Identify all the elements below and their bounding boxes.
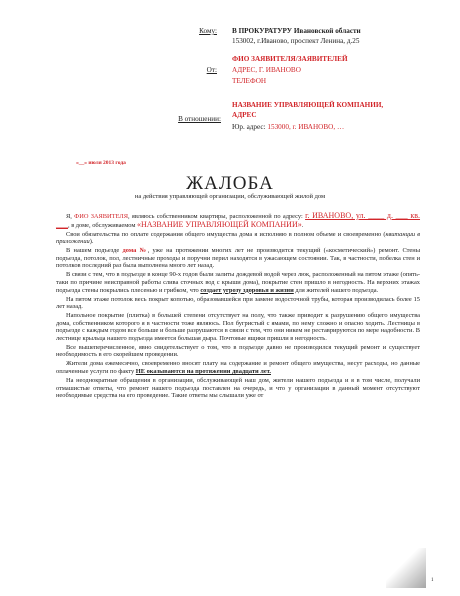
company-line-1: НАЗВАНИЕ УПРАВЛЯЮЩЕЙ КОМПАНИИ,: [232, 101, 384, 109]
sender-line-2: АДРЕС, Г. ИВАНОВО: [232, 66, 301, 74]
paragraph-7: Все вышеперечисленное, явно свидетельствует о том, что в подъезде давно не производился текущий ремонт и существует необходимость в его скорейшем проведении.: [56, 343, 420, 359]
page-curl-shadow: [386, 548, 426, 588]
about-label: В отношении:: [178, 115, 221, 123]
paragraph-6: Напольное покрытие (плитка) в большей степени отсутствует на полу, что также приводит к разрушению общего имущества дома, собственником которого я в частности тоже являюсь. Пол бугристый с ямами, по нему сложно и опасно ходить. Лестницы в подъезде с каждым годом все больше и больше разрушаются в связи с тем, что они никем не реставрируются по мере надобности. В лестнице крыльца нашего подъезда имеется большая дыра. Почтовые ящики пришли в негодность.: [56, 312, 420, 342]
recipient-line-2: 153002, г.Иваново, проспект Ленина, д.25: [232, 37, 360, 45]
paragraph-3: В нашем подъезде дома №, уже на протяжении многих лет не производится текущий («косметический») ремонт. Стены подъезда, потолок, пол, лестничные проходы и поручни перил находятся в ужасающем состоянии. Так, в частности, побелка стен и потолков последний раз была выполнена много лет назад.: [56, 247, 420, 270]
company-line-3: [232, 123, 344, 132]
sender-line-3: ТЕЛЕФОН: [232, 77, 267, 85]
complaint-body: [56, 212, 420, 401]
to-label: Кому:: [199, 27, 217, 35]
recipient-line-1: В ПРОКУРАТУРУ Ивановской области: [232, 27, 361, 35]
applicant-name: ФИО ЗАЯВИТЕЛЯ: [74, 213, 128, 220]
from-label: От:: [206, 66, 217, 74]
paragraph-2: Свои обязательства по оплате содержания общего имущества дома я исполняю в полном объеме и своевременно (квитанции в приложении).: [56, 230, 420, 246]
document-subtitle: на действия управляющей организации, обслуживающей жилой дом: [134, 193, 326, 200]
paragraph-8: Жители дома ежемесячно, своевременно вносят плату на содержание и ремонт общего имущества, несут расходы, но данные оплаченные услуги по факту НЕ оказываются на протяжении двадцати лет.: [56, 360, 420, 376]
sender-line-1: ФИО ЗАЯВИТЕЛЯ/ЗАЯВИТЕЛЕЙ: [232, 55, 348, 63]
company-name: «НАЗВАНИЕ УПРАВЛЯЮЩЕЙ КОМПАНИИ»: [137, 219, 302, 229]
house-number: дома №: [122, 247, 148, 255]
company-line-2: АДРЕС: [232, 111, 257, 119]
page-number: 1: [431, 578, 434, 583]
paragraph-5: На пятом этаже потолок весь покрыт копотью, образовавшейся при замене водосточной трубы, которая производилась более 15 лет назад.: [56, 295, 420, 311]
applicant-address: г. ИВАНОВО, ул. ____ д. ___ кв. ___: [56, 211, 421, 229]
paragraph-9: На неоднократные обращения в организации, обслуживающей наш дом, жители нашего подъезда и я в том числе, получали отмашистые ответы, что ремонт нашего подъезда поставлен на очередь, и что у организации в данный момент отсутствуют необходимые средства на его проведение. Такие ответы мы слышали уже от: [56, 377, 420, 400]
paragraph-4: В связи с тем, что в подъезде в конце 90-х годов были залиты дождевой водой через люк, расположенный на пятом этаже (опять-таки по причине неисправной работы слива сточных вод с крыши дома), покрытие стен пришло в негодность. На верхних этажах подъезда стены покрылись плесенью и грибком, что создает угрозу здоровья и жизни для жителей нашего подъезда.: [56, 271, 420, 294]
legal-address-value: 153000, г. ИВАНОВО, …: [267, 123, 345, 131]
document-date: «__» июля 2013 года: [76, 160, 126, 166]
legal-address-prefix: Юр. адрес:: [232, 123, 266, 131]
document-title: ЖАЛОБА: [186, 173, 274, 194]
paragraph-1: Я, ФИО ЗАЯВИТЕЛЯ, являюсь собственником квартиры, расположенной по адресу: г. ИВАНОВО, ул. ____ д. ___ кв. ___, в доме, обслуживаемом «НАЗВАНИЕ УПРАВЛЯЮЩЕЙ КОМПАНИИ».: [56, 211, 421, 229]
